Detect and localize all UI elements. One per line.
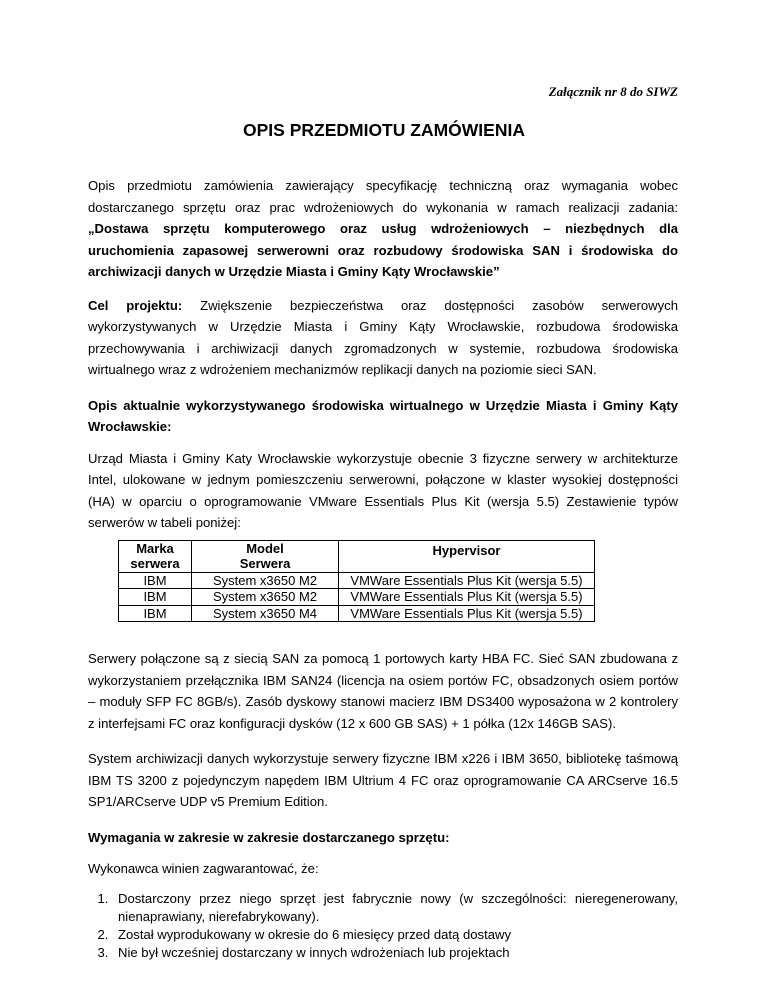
goal-paragraph bbox=[88, 295, 678, 381]
server-table bbox=[118, 540, 595, 623]
cell-brand: IBM bbox=[119, 589, 192, 606]
task-title: „Dostawa sprzętu komputerowego oraz usług wdrożeniowych – niezbędnych dla uruchomienia zapasowej serwerowni oraz rozbudowy środowiska SAN i środowiska do archiwizacji danych w Urzędzie Miasta i Gminy Kąty Wrocławskie” bbox=[88, 221, 678, 279]
cell-hypervisor: VMWare Essentials Plus Kit (wersja 5.5) bbox=[339, 605, 595, 622]
cell-brand: IBM bbox=[119, 572, 192, 589]
requirements-list bbox=[88, 890, 678, 962]
header-model bbox=[192, 540, 339, 572]
table-row bbox=[119, 589, 595, 606]
cell-hypervisor: VMWare Essentials Plus Kit (wersja 5.5) bbox=[339, 589, 595, 606]
document-body bbox=[88, 175, 678, 962]
list-item: 3. Nie był wcześniej dostarczany w innych wdrożeniach lub projektach bbox=[112, 944, 678, 962]
intro-text: Opis przedmiotu zamówienia zawierający specyfikację techniczną oraz wymagania wobec dostarczanego sprzętu oraz prac wdrożeniowych do wykonania w ramach realizacji zadania: bbox=[88, 178, 678, 215]
table-spacer bbox=[88, 622, 678, 648]
annex-label: Załącznik nr 8 do SIWZ bbox=[548, 84, 678, 99]
document-title: OPIS PRZEDMIOTU ZAMÓWIENIA bbox=[243, 120, 525, 140]
server-table-header-row bbox=[119, 540, 595, 572]
list-item: 1. Dostarczony przez niego sprzęt jest fabrycznie nowy (w szczególności: nieregenerowany, nienaprawiany, nierefabrykowany). bbox=[112, 890, 678, 926]
requirements-lead: Wykonawca winien zagwarantować, że: bbox=[88, 861, 319, 877]
header-brand-line1: Marka bbox=[136, 540, 174, 556]
table-row bbox=[119, 572, 595, 589]
cell-model: System x3650 M2 bbox=[192, 572, 339, 589]
header-model-line2: Serwera bbox=[239, 556, 291, 572]
san-paragraph: Serwery połączone są z siecią SAN za pomocą 1 portowych karty HBA FC. Sieć SAN zbudowana z wykorzystaniem przełącznika IBM SAN24 (licencja na osiem portów FC, obsadzonych osiem portów – moduły SFP FC 8GB/s). Zasób dyskowy stanowi macierz IBM DS3400 wyposażona w 2 kontrolery z interfejsami FC oraz konfiguracji dysków (12 x 600 GB SAS) + 1 półka (12x 146GB SAS). bbox=[88, 651, 678, 731]
cell-hypervisor: VMWare Essentials Plus Kit (wersja 5.5) bbox=[339, 572, 595, 589]
header-model-line1: Model bbox=[246, 540, 284, 556]
requirements-heading: Wymagania w zakresie w zakresie dostarczanego sprzętu: bbox=[88, 829, 450, 845]
archive-paragraph: System archiwizacji danych wykorzystuje serwery fizyczne IBM x226 i IBM 3650, bibliotekę taśmową IBM TS 3200 z pojedynczym napędem IBM Ultrium 4 FC oraz oprogramowanie CA ARCserve 16.5 SP1/ARCserve UDP v5 Premium Edition. bbox=[88, 751, 678, 810]
cell-model: System x3650 M2 bbox=[192, 589, 339, 606]
goal-text: Zwiększenie bezpieczeństwa oraz dostępności zasobów serwerowych wykorzystywanych w Urzędzie Miasta i Gminy Kąty Wrocławskie, rozbudowa środowiska przechowywania i archiwizacji danych zgromadzonych w systemie, rozbudowa środowiska wirtualnego wraz z wdrożeniem mechanizmów replikacji danych na poziomie sieci SAN. bbox=[88, 297, 679, 377]
header-brand-line2: serwera bbox=[130, 556, 180, 572]
intro-paragraph bbox=[88, 175, 678, 283]
current-env-heading: Opis aktualnie wykorzystywanego środowiska wirtualnego w Urzędzie Miasta i Gminy Kąty Wrocławskie: bbox=[88, 397, 678, 434]
cell-model: System x3650 M4 bbox=[192, 605, 339, 622]
cell-brand: IBM bbox=[119, 605, 192, 622]
table-row bbox=[119, 605, 595, 622]
list-item: 2. Został wyprodukowany w okresie do 6 miesięcy przed datą dostawy bbox=[112, 926, 678, 944]
header-brand bbox=[119, 540, 192, 572]
header-hypervisor: Hypervisor bbox=[339, 540, 595, 572]
goal-label: Cel projektu: bbox=[88, 297, 183, 313]
current-env-paragraph: Urząd Miasta i Gminy Katy Wrocławskie wykorzystuje obecnie 3 fizyczne serwery w architekturze Intel, ulokowane w jednym pomieszczeniu serwerowni, połączone w klaster wysokiej dostępności (HA) w oparciu o oprogramowanie VMware Essentials Plus Kit (wersja 5.5) Zestawienie typów serwerów w tabeli poniżej: bbox=[88, 450, 678, 530]
